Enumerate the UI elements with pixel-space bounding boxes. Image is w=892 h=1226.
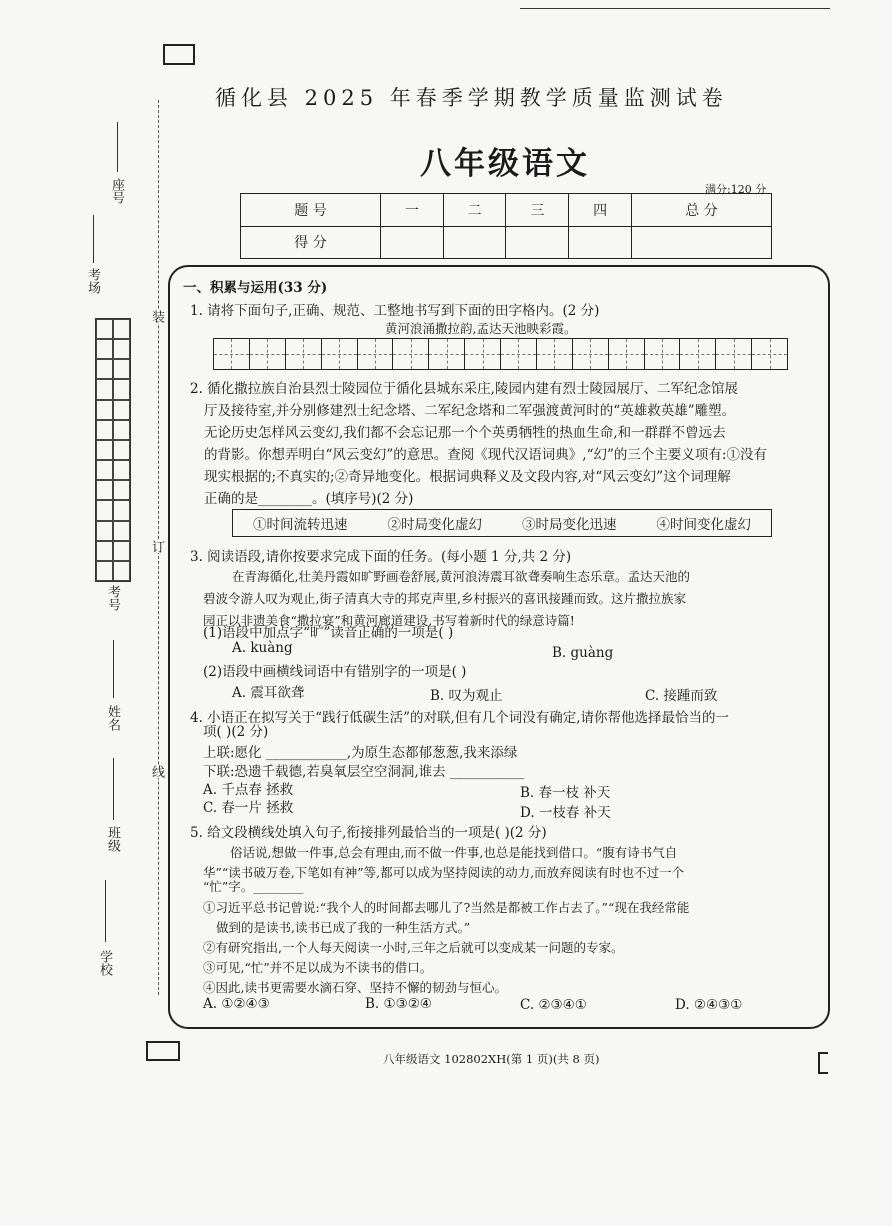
q3-sub2: (2)语段中画横线词语中有错别字的一项是( ) [203,664,467,680]
q3-sub2-option-b[interactable]: B. 叹为观止 [430,688,503,704]
section-heading: 一、积累与运用(33 分) [183,280,328,296]
exam-title: 循化县 2025 年春季学期教学质量监测试卷 [215,86,728,110]
seat-field[interactable] [117,122,118,172]
q2-options-box [232,509,772,537]
school-label: 学校 [97,950,112,976]
q5-passage-line: “忙”字。________ [203,879,304,894]
school-field[interactable] [105,880,106,942]
q1-sentence: 黄河浪涌撒拉韵,孟达天池映彩霞。 [385,321,577,336]
score-header-cell: 一 [380,194,443,227]
page-footer: 八年级语文 102802XH(第 1 页)(共 8 页) [383,1052,600,1066]
exam-room-field[interactable] [93,215,94,263]
exam-subtitle: 八年级语文 [420,146,590,182]
q4-upper: 上联:愿化 ____________,为原生态都郁葱葱,我来添绿 [203,745,518,761]
score-cell[interactable] [506,226,569,259]
q4-option-d[interactable]: D. 一枝春 补天 [520,805,611,821]
q5-item-line: ③可见,“忙”并不足以成为不读书的借口。 [203,960,433,975]
score-row-label: 得 分 [241,226,381,259]
q2-line: 的背影。你想弄明白“风云变幻”的意思。查阅《现代汉语词典》,“幻”的三个主要义项有:①没有 [204,447,767,463]
seat-label: 座号 [109,178,124,204]
q4-option-c[interactable]: C. 春一片 拯救 [203,800,294,816]
q2-line: 正确的是________。(填序号)(2 分) [204,491,414,507]
writing-grid[interactable] [213,338,788,370]
q3-sub1-option-a[interactable]: A. kuàng [232,640,293,656]
exam-number-grid[interactable] [95,318,131,582]
q5-option-b[interactable]: B. ①③②④ [365,996,432,1012]
exam-room-label: 考场 [85,268,100,294]
q2-option[interactable]: ④时间变化虚幻 [656,517,751,533]
q1-text: 1. 请将下面句子,正确、规范、工整地书写到下面的田字格内。(2 分) [190,303,600,319]
q2-option[interactable]: ②时局变化虚幻 [387,517,482,533]
score-table [240,193,772,259]
score-header-cell: 三 [506,194,569,227]
q5-passage-line: 华”“读书破万卷,下笔如有神”等,都可以成为坚持阅读的动力,而放弃阅读有时也不过一个 [203,865,685,880]
q3-sub2-option-c[interactable]: C. 接踵而致 [645,688,718,704]
q3-sub1: (1)语段中加点字“旷”读音正确的一项是( ) [203,625,454,641]
q5-item-line: ④因此,读书更需要水滴石穿、坚持不懈的韧劲与恒心。 [203,980,507,995]
q5-option-d[interactable]: D. ②④③① [675,997,743,1013]
q5-item-line: ①习近平总书记曾说:“我个人的时间都去哪儿了?当然是都被工作占去了。”“现在我经常能 [203,900,690,915]
class-label: 班级 [105,826,120,852]
q2-option[interactable]: ①时间流转迅速 [253,517,348,533]
q4-line2: 项( )(2 分) [203,724,269,740]
q4-line1: 4. 小语正在拟写关于“践行低碳生活”的对联,但有几个词没有确定,请你帮他选择最恰当的一 [190,710,730,726]
score-cell[interactable] [569,226,632,259]
q5-passage-line: 俗话说,想做一件事,总会有理由,而不做一件事,也总是能找到借口。“腹有诗书气自 [230,845,678,860]
class-field[interactable] [113,758,114,820]
q2-line: 无论历史怎样风云变幻,我们都不会忘记那一个个英勇牺牲的热血生命,和一群群不曾远去 [204,425,726,441]
top-rule [520,8,830,9]
corner-mark-top-left [163,44,195,65]
q3-heading: 3. 阅读语段,请你按要求完成下面的任务。(每小题 1 分,共 2 分) [190,549,572,565]
q5-item-line: 做到的是读书,读书已成了我的一种生活方式。” [216,920,471,935]
binding-label-xian: 线 [149,765,164,778]
binding-label-ding: 订 [149,540,164,553]
score-header-cell: 二 [443,194,506,227]
score-header-cell: 总 分 [631,194,771,227]
q2-line: 2. 循化撒拉族自治县烈士陵园位于循化县城东采庄,陵园内建有烈士陵园展厅、二军纪念馆展 [190,381,738,397]
exam-number-label: 考号 [105,585,120,611]
q3-passage-line: 在青海循化,壮美丹霞如旷野画卷舒展,黄河浪涛震耳欲聋奏响生态乐章。孟达天池的 [232,569,690,584]
q3-sub2-option-a[interactable]: A. 震耳欲聋 [232,685,305,701]
q3-passage-line: 园正以非遗美食“撒拉宴”和黄河廊道建设,书写着新时代的绿意诗篇! [203,613,575,628]
q2-option[interactable]: ③时局变化迅速 [522,517,617,533]
score-header-cell: 题 号 [241,194,381,227]
q4-option-a[interactable]: A. 千点春 拯救 [203,782,294,798]
q4-lower: 下联:恐遗千载德,若臭氧层空空洞洞,谁去 ___________ [203,764,525,780]
q3-passage-line: 碧波令游人叹为观止,街子清真大寺的邦克声里,乡村振兴的喜讯接踵而致。这片撒拉族家 [203,591,686,606]
q5-option-a[interactable]: A. ①②④③ [203,996,270,1012]
q3-sub1-option-b[interactable]: B. guàng [552,645,614,661]
corner-mark-bottom-left [146,1041,180,1061]
q5-heading: 5. 给文段横线处填入句子,衔接排列最恰当的一项是( )(2 分) [190,825,547,841]
q2-line: 厅及接待室,并分别修建烈士纪念塔、二军纪念塔和二军强渡黄河时的“英雄救英雄”雕塑。 [204,403,736,419]
name-field[interactable] [113,640,114,698]
q4-option-b[interactable]: B. 春一枝 补天 [520,785,611,801]
score-header-cell: 四 [569,194,632,227]
name-label: 姓名 [105,705,120,731]
q5-item-line: ②有研究指出,一个人每天阅读一小时,三年之后就可以变成某一问题的专家。 [203,940,624,955]
q2-line: 现实根据的;不真实的;②奇异地变化。根据词典释义及文段内容,对“风云变幻”这个词理解 [204,469,731,485]
q5-option-c[interactable]: C. ②③④① [520,997,587,1013]
full-mark: 满分:120 分 [705,183,767,196]
score-cell[interactable] [443,226,506,259]
corner-mark-bottom-right [818,1052,828,1074]
score-cell[interactable] [631,226,771,259]
score-cell[interactable] [380,226,443,259]
binding-label-zhuang: 装 [149,310,164,323]
